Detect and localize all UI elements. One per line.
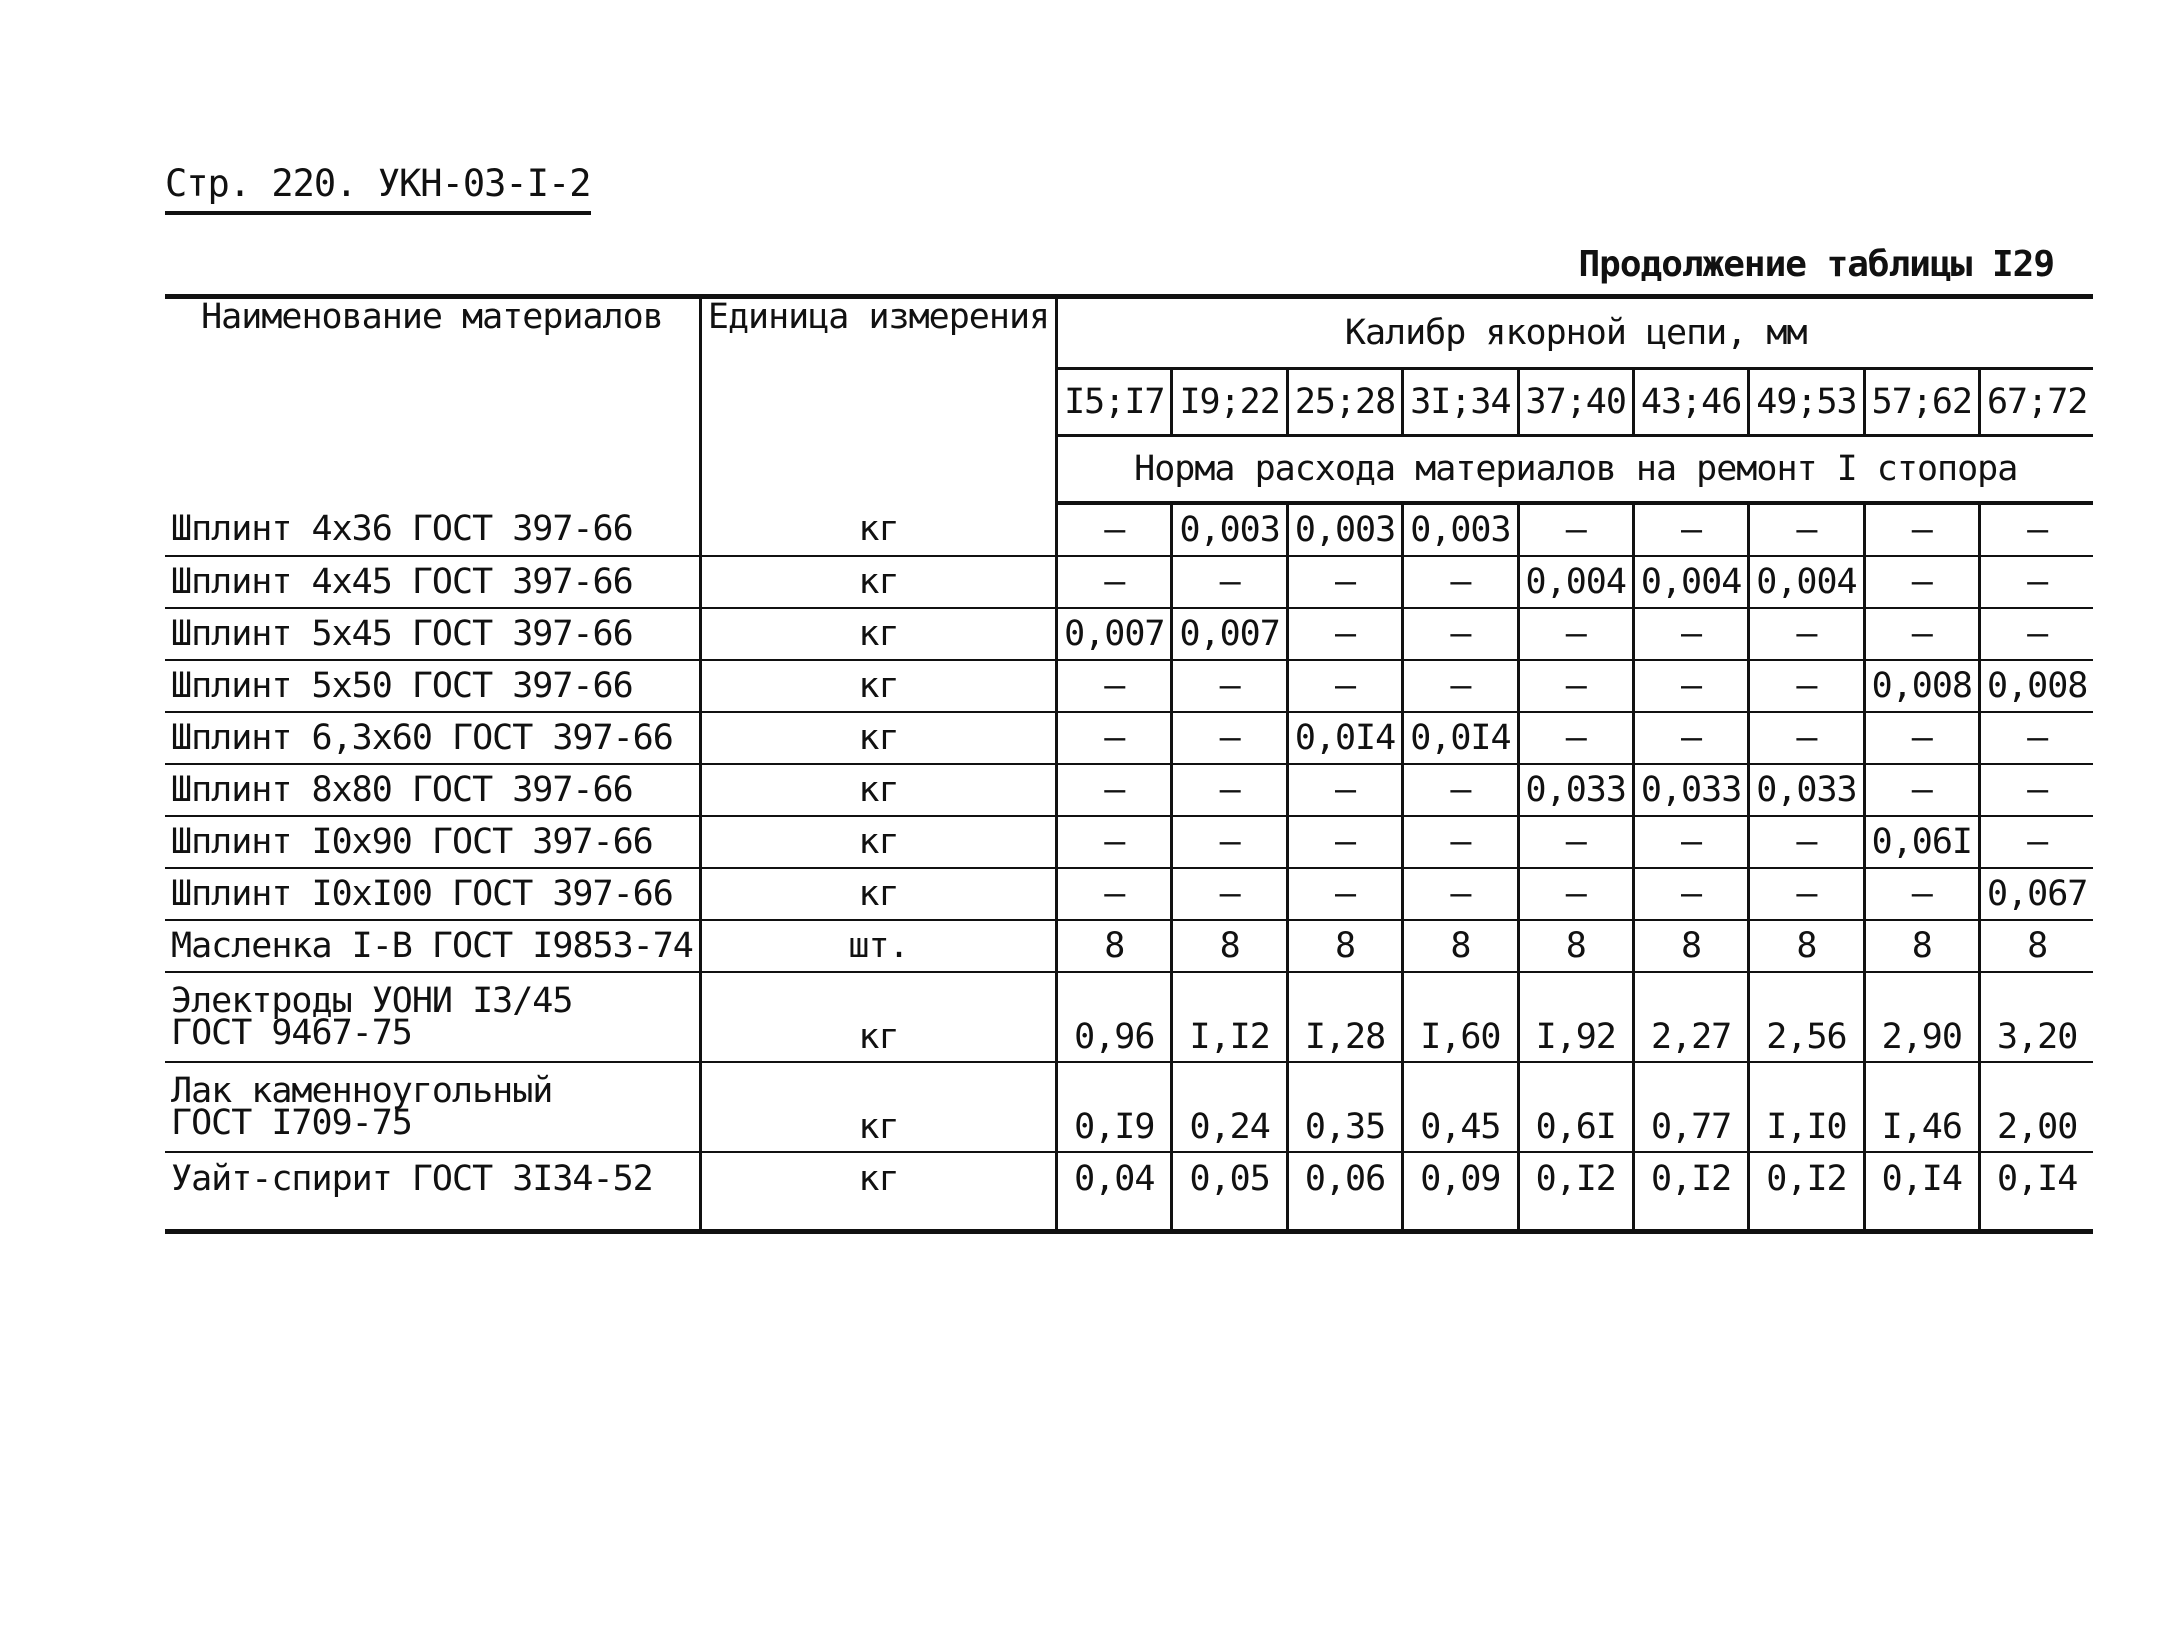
unit-cell: кг [700, 868, 1056, 920]
norm-value-cell: 0,77 [1633, 1062, 1748, 1152]
norm-value-cell: 0,I2 [1749, 1152, 1864, 1232]
norm-value-cell: – [1403, 868, 1518, 920]
material-name-line: Лак каменноугольный [171, 1071, 553, 1111]
norm-value-cell: 8 [1864, 920, 1979, 972]
norm-value-cell: – [1057, 556, 1172, 608]
table-body [165, 503, 2093, 1232]
norm-value-cell: 0,004 [1749, 556, 1864, 608]
norm-value-cell: 2,56 [1749, 972, 1864, 1062]
norm-value-cell: 0,06 [1287, 1152, 1402, 1232]
norm-value-cell: – [1749, 868, 1864, 920]
table-row [165, 972, 2093, 1062]
norm-value-cell: 8 [1979, 920, 2093, 972]
norm-value-cell: – [1979, 712, 2093, 764]
caliber-header-cell: 57;62 [1864, 369, 1979, 436]
unit-cell: кг [700, 764, 1056, 816]
material-name-line: Шплинт 6,3х60 ГОСТ 397-66 [171, 718, 673, 758]
norm-value-cell: – [1749, 816, 1864, 868]
norm-value-cell: I,46 [1864, 1062, 1979, 1152]
norm-value-cell: – [1403, 608, 1518, 660]
material-name [165, 816, 700, 868]
norm-value-cell: 0,007 [1172, 608, 1287, 660]
material-name-line: Шплинт I0х90 ГОСТ 397-66 [171, 822, 653, 862]
unit-cell: кг [700, 1152, 1056, 1232]
norm-value-cell: 8 [1172, 920, 1287, 972]
norm-value-cell: – [1057, 816, 1172, 868]
norm-value-cell: – [1749, 503, 1864, 556]
norm-value-cell: 2,90 [1864, 972, 1979, 1062]
norm-value-cell: I,92 [1518, 972, 1633, 1062]
norm-value-cell: 3,20 [1979, 972, 2093, 1062]
norm-value-cell: 2,00 [1979, 1062, 2093, 1152]
norm-value-cell: – [1979, 503, 2093, 556]
norm-value-cell: 0,003 [1403, 503, 1518, 556]
norm-value-cell: 0,004 [1518, 556, 1633, 608]
caliber-header-cell: 49;53 [1749, 369, 1864, 436]
norm-value-cell: – [1172, 712, 1287, 764]
unit-cell: кг [700, 660, 1056, 712]
material-name [165, 920, 700, 972]
norm-value-cell: – [1518, 660, 1633, 712]
norm-value-cell: – [1057, 712, 1172, 764]
norm-value-cell: 0,I4 [1979, 1152, 2093, 1232]
norm-value-cell: 0,I2 [1518, 1152, 1633, 1232]
norm-value-cell: 0,008 [1864, 660, 1979, 712]
material-name-line: Электроды УОНИ I3/45 [171, 981, 573, 1021]
material-name [165, 712, 700, 764]
material-name-line: Шплинт 8х80 ГОСТ 397-66 [171, 770, 633, 810]
norm-value-cell: – [1172, 868, 1287, 920]
norm-value-cell: 0,24 [1172, 1062, 1287, 1152]
table-row [165, 1152, 2093, 1232]
norm-value-cell: – [1518, 503, 1633, 556]
material-name-line: Уайт-спирит ГОСТ 3I34-52 [171, 1159, 653, 1199]
material-name-line: ГОСТ 9467-75 [171, 1013, 412, 1053]
norm-value-cell: 0,033 [1749, 764, 1864, 816]
column-header-caliber: Калибр якорной цепи, мм [1057, 297, 2094, 369]
material-name [165, 660, 700, 712]
norm-value-cell: – [1864, 868, 1979, 920]
norm-value-cell: – [1979, 556, 2093, 608]
unit-cell: кг [700, 972, 1056, 1062]
norm-value-cell: 0,96 [1057, 972, 1172, 1062]
norm-value-cell: 0,003 [1172, 503, 1287, 556]
column-header-name: Наименование материалов [165, 297, 700, 504]
norm-value-cell: 0,007 [1057, 608, 1172, 660]
norm-value-cell: – [1287, 868, 1402, 920]
unit-cell: кг [700, 608, 1056, 660]
norm-value-cell: 0,I9 [1057, 1062, 1172, 1152]
norm-value-cell: – [1633, 608, 1748, 660]
table-row [165, 608, 2093, 660]
norm-value-cell: 0,0I4 [1287, 712, 1402, 764]
norm-value-cell: – [1287, 764, 1402, 816]
norm-value-cell: – [1864, 556, 1979, 608]
norm-value-cell: 0,033 [1518, 764, 1633, 816]
norm-value-cell: I,28 [1287, 972, 1402, 1062]
norm-header: Норма расхода материалов на ремонт I стопора [1057, 436, 2094, 504]
norm-value-cell: 2,27 [1633, 972, 1748, 1062]
caliber-header-cell: I5;I7 [1057, 369, 1172, 436]
table-row [165, 660, 2093, 712]
norm-value-cell: 8 [1633, 920, 1748, 972]
norm-value-cell: – [1287, 608, 1402, 660]
norm-value-cell: 8 [1749, 920, 1864, 972]
table-row [165, 920, 2093, 972]
norm-value-cell: I,I2 [1172, 972, 1287, 1062]
materials-table [165, 294, 2093, 1234]
material-name [165, 1062, 700, 1152]
unit-cell: кг [700, 816, 1056, 868]
page-header: Стр. 220. УКН-03-I-2 [165, 162, 591, 215]
norm-value-cell: – [1287, 556, 1402, 608]
norm-value-cell: 0,I2 [1633, 1152, 1748, 1232]
norm-value-cell: – [1172, 556, 1287, 608]
table-caption: Продолжение таблицы I29 [1578, 244, 2054, 285]
material-name-line: Шплинт 4х45 ГОСТ 397-66 [171, 562, 633, 602]
norm-value-cell: – [1749, 712, 1864, 764]
norm-value-cell: – [1979, 816, 2093, 868]
norm-value-cell: – [1749, 608, 1864, 660]
unit-cell: кг [700, 503, 1056, 556]
caliber-header-cell: I9;22 [1172, 369, 1287, 436]
norm-value-cell: 0,067 [1979, 868, 2093, 920]
material-name [165, 608, 700, 660]
norm-value-cell: 8 [1403, 920, 1518, 972]
norm-value-cell: – [1287, 816, 1402, 868]
norm-value-cell: – [1864, 608, 1979, 660]
norm-value-cell: – [1057, 503, 1172, 556]
material-name-line: Масленка I-В ГОСТ I9853-74 [171, 926, 693, 966]
norm-value-cell: 8 [1518, 920, 1633, 972]
unit-cell: кг [700, 712, 1056, 764]
norm-value-cell: – [1979, 608, 2093, 660]
norm-value-cell: 0,6I [1518, 1062, 1633, 1152]
norm-value-cell: – [1057, 868, 1172, 920]
table-row [165, 764, 2093, 816]
material-name-line: Шплинт 5х45 ГОСТ 397-66 [171, 614, 633, 654]
table-row [165, 712, 2093, 764]
material-name [165, 1152, 700, 1232]
material-name-line: Шплинт 5х50 ГОСТ 397-66 [171, 666, 633, 706]
norm-value-cell: – [1518, 868, 1633, 920]
caliber-header-cell: 67;72 [1979, 369, 2093, 436]
unit-cell: кг [700, 556, 1056, 608]
norm-value-cell: – [1633, 868, 1748, 920]
norm-value-cell: 0,008 [1979, 660, 2093, 712]
norm-value-cell: – [1172, 816, 1287, 868]
norm-value-cell: 0,06I [1864, 816, 1979, 868]
material-name [165, 556, 700, 608]
norm-value-cell: I,60 [1403, 972, 1518, 1062]
norm-value-cell: 0,I4 [1864, 1152, 1979, 1232]
column-header-unit: Единица измерения [700, 297, 1056, 504]
norm-value-cell: – [1864, 503, 1979, 556]
norm-value-cell: 0,05 [1172, 1152, 1287, 1232]
norm-value-cell: – [1172, 764, 1287, 816]
norm-value-cell: – [1403, 660, 1518, 712]
norm-value-cell: – [1403, 816, 1518, 868]
material-name [165, 868, 700, 920]
norm-value-cell: 0,033 [1633, 764, 1748, 816]
norm-value-cell: – [1518, 816, 1633, 868]
norm-value-cell: 0,004 [1633, 556, 1748, 608]
norm-value-cell: – [1518, 608, 1633, 660]
norm-value-cell: I,I0 [1749, 1062, 1864, 1152]
norm-value-cell: 0,45 [1403, 1062, 1518, 1152]
norm-value-cell: – [1403, 764, 1518, 816]
caliber-header-cell: 43;46 [1633, 369, 1748, 436]
material-name-line: Шплинт 4х36 ГОСТ 397-66 [171, 509, 633, 549]
material-name [165, 503, 700, 556]
norm-value-cell: – [1979, 764, 2093, 816]
norm-value-cell: – [1864, 712, 1979, 764]
norm-value-cell: – [1518, 712, 1633, 764]
norm-value-cell: – [1057, 660, 1172, 712]
material-name-line: Шплинт I0хI00 ГОСТ 397-66 [171, 874, 673, 914]
norm-value-cell: – [1057, 764, 1172, 816]
norm-value-cell: – [1633, 660, 1748, 712]
norm-value-cell: 0,09 [1403, 1152, 1518, 1232]
norm-value-cell: – [1749, 660, 1864, 712]
caliber-header-cell: 37;40 [1518, 369, 1633, 436]
norm-value-cell: – [1633, 712, 1748, 764]
material-name-line: ГОСТ I709-75 [171, 1103, 412, 1143]
norm-value-cell: – [1633, 503, 1748, 556]
unit-cell: кг [700, 1062, 1056, 1152]
norm-value-cell: 0,0I4 [1403, 712, 1518, 764]
table-row [165, 556, 2093, 608]
material-name [165, 972, 700, 1062]
table-row [165, 1062, 2093, 1152]
caliber-header-cell: 3I;34 [1403, 369, 1518, 436]
norm-value-cell: – [1172, 660, 1287, 712]
norm-value-cell: 0,35 [1287, 1062, 1402, 1152]
unit-cell: шт. [700, 920, 1056, 972]
norm-value-cell: 0,003 [1287, 503, 1402, 556]
norm-value-cell: 8 [1287, 920, 1402, 972]
table-row [165, 816, 2093, 868]
norm-value-cell: – [1633, 816, 1748, 868]
caliber-header-cell: 25;28 [1287, 369, 1402, 436]
table-row [165, 868, 2093, 920]
table-row [165, 503, 2093, 556]
norm-value-cell: 0,04 [1057, 1152, 1172, 1232]
norm-value-cell: 8 [1057, 920, 1172, 972]
norm-value-cell: – [1287, 660, 1402, 712]
norm-value-cell: – [1864, 764, 1979, 816]
material-name [165, 764, 700, 816]
norm-value-cell: – [1403, 556, 1518, 608]
